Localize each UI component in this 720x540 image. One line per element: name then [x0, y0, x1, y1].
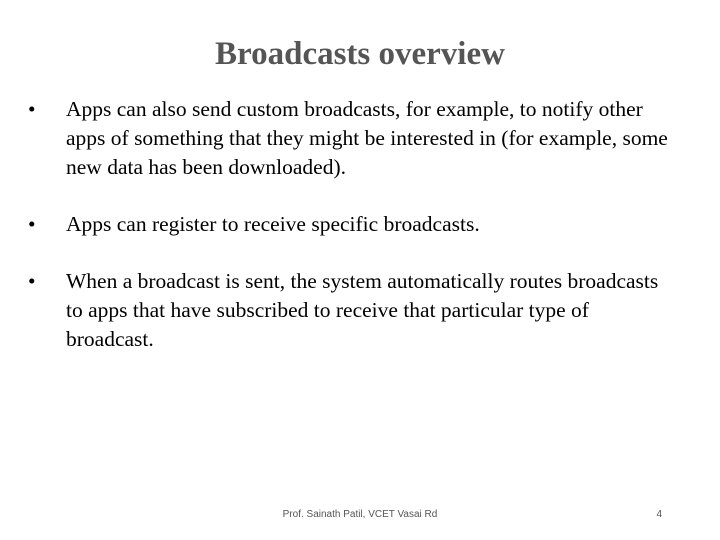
slide-title: Broadcasts overview: [215, 36, 505, 72]
bullet-marker: •: [28, 97, 36, 121]
footer-author: Prof. Sainath Patil, VCET Vasai Rd: [282, 509, 438, 520]
bullet-list: [28, 95, 668, 382]
list-item: [28, 95, 668, 182]
bullet-text: When a broadcast is sent, the system automatically routes broadcasts to apps that have subscribed to receive that particular type of broadcast.: [66, 269, 659, 351]
bullet-marker: •: [28, 212, 36, 236]
page-number: 4: [656, 509, 662, 520]
list-item: [28, 267, 668, 354]
list-item: [28, 210, 668, 239]
bullet-text: Apps can also send custom broadcasts, for example, to notify other apps of something that they might be interested in (for example, some new data has been downloaded).: [66, 97, 668, 179]
bullet-marker: •: [28, 269, 36, 293]
bullet-text: Apps can register to receive specific broadcasts.: [66, 212, 480, 236]
